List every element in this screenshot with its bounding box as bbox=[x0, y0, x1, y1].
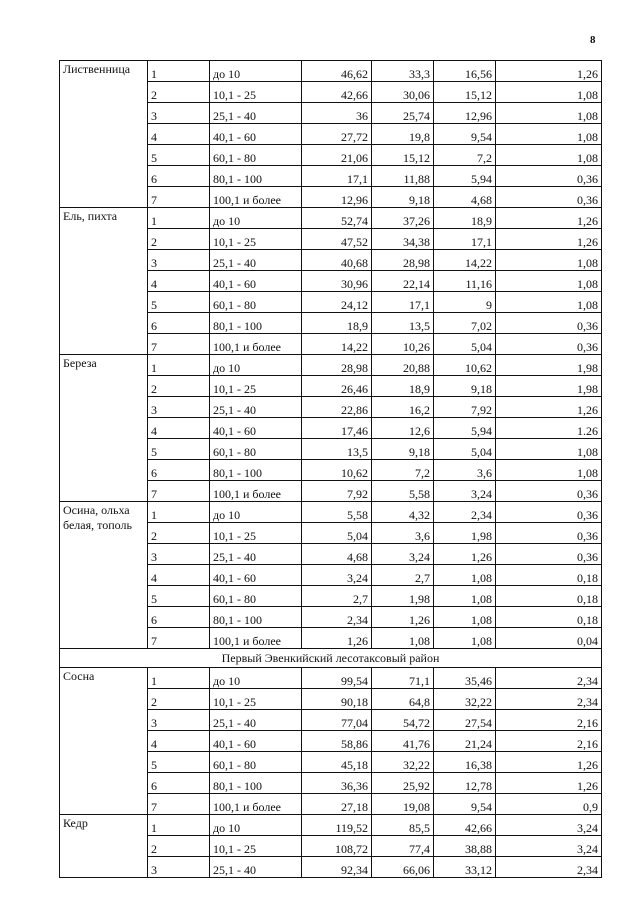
value-3-cell: 10,62 bbox=[434, 355, 496, 376]
class-cell: 2 bbox=[148, 836, 210, 857]
class-cell: 1 bbox=[148, 668, 210, 689]
page-number: 8 bbox=[590, 34, 596, 46]
value-4-cell: 2,34 bbox=[496, 668, 602, 689]
value-3-cell: 3,24 bbox=[434, 481, 496, 502]
class-cell: 5 bbox=[148, 752, 210, 773]
value-4-cell: 2,16 bbox=[496, 731, 602, 752]
value-3-cell: 5,94 bbox=[434, 418, 496, 439]
value-4-cell: 1,26 bbox=[496, 752, 602, 773]
value-1-cell: 5,04 bbox=[302, 523, 372, 544]
value-1-cell: 119,52 bbox=[302, 815, 372, 836]
value-4-cell: 0,18 bbox=[496, 565, 602, 586]
value-4-cell: 0,18 bbox=[496, 586, 602, 607]
value-4-cell: 1,08 bbox=[496, 82, 602, 103]
class-cell: 5 bbox=[148, 292, 210, 313]
range-cell: до 10 bbox=[210, 502, 302, 523]
value-2-cell: 64,8 bbox=[372, 689, 434, 710]
table-row bbox=[60, 502, 602, 523]
table-row bbox=[60, 815, 602, 836]
range-cell: до 10 bbox=[210, 61, 302, 82]
class-cell: 7 bbox=[148, 481, 210, 502]
value-4-cell: 1,08 bbox=[496, 292, 602, 313]
range-cell: 60,1 - 80 bbox=[210, 145, 302, 166]
value-2-cell: 5,58 bbox=[372, 481, 434, 502]
value-3-cell: 9,54 bbox=[434, 124, 496, 145]
value-2-cell: 34,38 bbox=[372, 229, 434, 250]
class-cell: 2 bbox=[148, 376, 210, 397]
value-1-cell: 17,46 bbox=[302, 418, 372, 439]
value-4-cell: 2,34 bbox=[496, 689, 602, 710]
region-row bbox=[60, 649, 602, 668]
value-1-cell: 1,26 bbox=[302, 628, 372, 649]
value-3-cell: 14,22 bbox=[434, 250, 496, 271]
class-cell: 2 bbox=[148, 82, 210, 103]
value-4-cell: 3,24 bbox=[496, 815, 602, 836]
value-2-cell: 12,6 bbox=[372, 418, 434, 439]
value-4-cell: 1,08 bbox=[496, 250, 602, 271]
value-1-cell: 3,24 bbox=[302, 565, 372, 586]
value-3-cell: 21,24 bbox=[434, 731, 496, 752]
value-3-cell: 11,16 bbox=[434, 271, 496, 292]
value-3-cell: 5,04 bbox=[434, 334, 496, 355]
value-2-cell: 85,5 bbox=[372, 815, 434, 836]
value-3-cell: 5,94 bbox=[434, 166, 496, 187]
class-cell: 6 bbox=[148, 460, 210, 481]
value-4-cell: 1,26 bbox=[496, 397, 602, 418]
value-3-cell: 1,08 bbox=[434, 586, 496, 607]
value-3-cell: 15,12 bbox=[434, 82, 496, 103]
value-1-cell: 58,86 bbox=[302, 731, 372, 752]
class-cell: 5 bbox=[148, 586, 210, 607]
value-4-cell: 0,36 bbox=[496, 502, 602, 523]
class-cell: 3 bbox=[148, 857, 210, 878]
value-1-cell: 108,72 bbox=[302, 836, 372, 857]
value-2-cell: 77,4 bbox=[372, 836, 434, 857]
value-1-cell: 26,46 bbox=[302, 376, 372, 397]
value-1-cell: 7,92 bbox=[302, 481, 372, 502]
value-1-cell: 36,36 bbox=[302, 773, 372, 794]
value-2-cell: 20,88 bbox=[372, 355, 434, 376]
class-cell: 3 bbox=[148, 397, 210, 418]
range-cell: до 10 bbox=[210, 668, 302, 689]
value-3-cell: 1,08 bbox=[434, 628, 496, 649]
value-4-cell: 0,9 bbox=[496, 794, 602, 815]
value-1-cell: 24,12 bbox=[302, 292, 372, 313]
value-1-cell: 90,18 bbox=[302, 689, 372, 710]
region-title: Первый Эвенкийский лесотаксовый район bbox=[60, 649, 602, 668]
range-cell: 100,1 и более bbox=[210, 628, 302, 649]
range-cell: до 10 bbox=[210, 815, 302, 836]
range-cell: 25,1 - 40 bbox=[210, 250, 302, 271]
range-cell: 60,1 - 80 bbox=[210, 292, 302, 313]
table-row bbox=[60, 668, 602, 689]
range-cell: 40,1 - 60 bbox=[210, 124, 302, 145]
value-4-cell: 1,08 bbox=[496, 271, 602, 292]
range-cell: 40,1 - 60 bbox=[210, 418, 302, 439]
value-2-cell: 11,88 bbox=[372, 166, 434, 187]
table-row bbox=[60, 208, 602, 229]
value-3-cell: 9,54 bbox=[434, 794, 496, 815]
value-4-cell: 2,34 bbox=[496, 857, 602, 878]
value-4-cell: 1,26 bbox=[496, 773, 602, 794]
range-cell: 10,1 - 25 bbox=[210, 376, 302, 397]
value-3-cell: 2,34 bbox=[434, 502, 496, 523]
value-3-cell: 1,08 bbox=[434, 565, 496, 586]
value-1-cell: 52,74 bbox=[302, 208, 372, 229]
value-4-cell: 0,18 bbox=[496, 607, 602, 628]
value-2-cell: 9,18 bbox=[372, 187, 434, 208]
value-1-cell: 12,96 bbox=[302, 187, 372, 208]
value-2-cell: 25,92 bbox=[372, 773, 434, 794]
value-3-cell: 9,18 bbox=[434, 376, 496, 397]
species-cell: Кедр bbox=[60, 815, 148, 878]
range-cell: 80,1 - 100 bbox=[210, 607, 302, 628]
value-1-cell: 17,1 bbox=[302, 166, 372, 187]
class-cell: 7 bbox=[148, 628, 210, 649]
class-cell: 1 bbox=[148, 355, 210, 376]
value-3-cell: 4,68 bbox=[434, 187, 496, 208]
range-cell: до 10 bbox=[210, 355, 302, 376]
class-cell: 4 bbox=[148, 124, 210, 145]
table-row bbox=[60, 355, 602, 376]
value-2-cell: 15,12 bbox=[372, 145, 434, 166]
value-2-cell: 41,76 bbox=[372, 731, 434, 752]
value-2-cell: 7,2 bbox=[372, 460, 434, 481]
class-cell: 1 bbox=[148, 502, 210, 523]
value-2-cell: 54,72 bbox=[372, 710, 434, 731]
value-4-cell: 1,08 bbox=[496, 145, 602, 166]
value-4-cell: 1,08 bbox=[496, 439, 602, 460]
range-cell: 100,1 и более bbox=[210, 794, 302, 815]
value-1-cell: 27,18 bbox=[302, 794, 372, 815]
value-2-cell: 66,06 bbox=[372, 857, 434, 878]
range-cell: 40,1 - 60 bbox=[210, 271, 302, 292]
value-4-cell: 1,08 bbox=[496, 460, 602, 481]
value-1-cell: 4,68 bbox=[302, 544, 372, 565]
range-cell: 10,1 - 25 bbox=[210, 82, 302, 103]
value-1-cell: 10,62 bbox=[302, 460, 372, 481]
range-cell: 25,1 - 40 bbox=[210, 397, 302, 418]
value-4-cell: 1.26 bbox=[496, 418, 602, 439]
class-cell: 6 bbox=[148, 607, 210, 628]
species-cell: Береза bbox=[60, 355, 148, 502]
value-2-cell: 3,24 bbox=[372, 544, 434, 565]
value-3-cell: 1,08 bbox=[434, 607, 496, 628]
value-3-cell: 1,26 bbox=[434, 544, 496, 565]
value-2-cell: 32,22 bbox=[372, 752, 434, 773]
class-cell: 2 bbox=[148, 523, 210, 544]
range-cell: 40,1 - 60 bbox=[210, 565, 302, 586]
lumber-rates-table bbox=[59, 60, 602, 878]
range-cell: 100,1 и более bbox=[210, 334, 302, 355]
value-3-cell: 33,12 bbox=[434, 857, 496, 878]
value-3-cell: 16,56 bbox=[434, 61, 496, 82]
range-cell: 10,1 - 25 bbox=[210, 689, 302, 710]
range-cell: 25,1 - 40 bbox=[210, 103, 302, 124]
range-cell: 25,1 - 40 bbox=[210, 544, 302, 565]
value-2-cell: 13,5 bbox=[372, 313, 434, 334]
class-cell: 4 bbox=[148, 418, 210, 439]
class-cell: 4 bbox=[148, 731, 210, 752]
value-1-cell: 5,58 bbox=[302, 502, 372, 523]
class-cell: 2 bbox=[148, 229, 210, 250]
range-cell: до 10 bbox=[210, 208, 302, 229]
value-3-cell: 7,92 bbox=[434, 397, 496, 418]
value-1-cell: 2,34 bbox=[302, 607, 372, 628]
value-4-cell: 0,36 bbox=[496, 334, 602, 355]
value-1-cell: 47,52 bbox=[302, 229, 372, 250]
class-cell: 6 bbox=[148, 773, 210, 794]
value-1-cell: 21,06 bbox=[302, 145, 372, 166]
species-cell: Ель, пихта bbox=[60, 208, 148, 355]
value-2-cell: 1,26 bbox=[372, 607, 434, 628]
value-2-cell: 9,18 bbox=[372, 439, 434, 460]
range-cell: 10,1 - 25 bbox=[210, 523, 302, 544]
value-2-cell: 28,98 bbox=[372, 250, 434, 271]
class-cell: 5 bbox=[148, 145, 210, 166]
value-3-cell: 42,66 bbox=[434, 815, 496, 836]
value-2-cell: 2,7 bbox=[372, 565, 434, 586]
value-4-cell: 0,04 bbox=[496, 628, 602, 649]
value-3-cell: 3,6 bbox=[434, 460, 496, 481]
value-2-cell: 1,98 bbox=[372, 586, 434, 607]
value-4-cell: 1,98 bbox=[496, 355, 602, 376]
value-1-cell: 14,22 bbox=[302, 334, 372, 355]
class-cell: 6 bbox=[148, 313, 210, 334]
value-2-cell: 25,74 bbox=[372, 103, 434, 124]
value-1-cell: 2,7 bbox=[302, 586, 372, 607]
value-3-cell: 18,9 bbox=[434, 208, 496, 229]
value-2-cell: 71,1 bbox=[372, 668, 434, 689]
value-3-cell: 38,88 bbox=[434, 836, 496, 857]
class-cell: 4 bbox=[148, 565, 210, 586]
range-cell: 100,1 и более bbox=[210, 481, 302, 502]
value-2-cell: 3,6 bbox=[372, 523, 434, 544]
species-cell: Лиственница bbox=[60, 61, 148, 208]
value-3-cell: 1,98 bbox=[434, 523, 496, 544]
value-4-cell: 1,26 bbox=[496, 61, 602, 82]
range-cell: 100,1 и более bbox=[210, 187, 302, 208]
value-1-cell: 77,04 bbox=[302, 710, 372, 731]
species-cell: Сосна bbox=[60, 668, 148, 815]
class-cell: 7 bbox=[148, 794, 210, 815]
value-2-cell: 19,8 bbox=[372, 124, 434, 145]
value-4-cell: 0,36 bbox=[496, 313, 602, 334]
value-4-cell: 0,36 bbox=[496, 544, 602, 565]
value-4-cell: 0,36 bbox=[496, 166, 602, 187]
value-4-cell: 0,36 bbox=[496, 187, 602, 208]
value-4-cell: 1,08 bbox=[496, 124, 602, 145]
class-cell: 2 bbox=[148, 689, 210, 710]
value-4-cell: 1,08 bbox=[496, 103, 602, 124]
value-1-cell: 40,68 bbox=[302, 250, 372, 271]
value-1-cell: 18,9 bbox=[302, 313, 372, 334]
value-3-cell: 27,54 bbox=[434, 710, 496, 731]
value-2-cell: 17,1 bbox=[372, 292, 434, 313]
class-cell: 3 bbox=[148, 710, 210, 731]
value-1-cell: 28,98 bbox=[302, 355, 372, 376]
range-cell: 60,1 - 80 bbox=[210, 586, 302, 607]
value-2-cell: 33,3 bbox=[372, 61, 434, 82]
species-cell: Осина, ольха белая, тополь bbox=[60, 502, 148, 649]
value-1-cell: 13,5 bbox=[302, 439, 372, 460]
value-2-cell: 10,26 bbox=[372, 334, 434, 355]
value-4-cell: 1,26 bbox=[496, 208, 602, 229]
value-2-cell: 19,08 bbox=[372, 794, 434, 815]
value-1-cell: 45,18 bbox=[302, 752, 372, 773]
value-1-cell: 36 bbox=[302, 103, 372, 124]
class-cell: 4 bbox=[148, 271, 210, 292]
value-4-cell: 1,26 bbox=[496, 229, 602, 250]
value-2-cell: 37,26 bbox=[372, 208, 434, 229]
value-3-cell: 12,78 bbox=[434, 773, 496, 794]
range-cell: 25,1 - 40 bbox=[210, 710, 302, 731]
range-cell: 80,1 - 100 bbox=[210, 460, 302, 481]
range-cell: 40,1 - 60 bbox=[210, 731, 302, 752]
range-cell: 80,1 - 100 bbox=[210, 166, 302, 187]
range-cell: 80,1 - 100 bbox=[210, 773, 302, 794]
class-cell: 1 bbox=[148, 61, 210, 82]
range-cell: 60,1 - 80 bbox=[210, 439, 302, 460]
value-2-cell: 30,06 bbox=[372, 82, 434, 103]
value-1-cell: 99,54 bbox=[302, 668, 372, 689]
value-1-cell: 22,86 bbox=[302, 397, 372, 418]
value-1-cell: 92,34 bbox=[302, 857, 372, 878]
class-cell: 1 bbox=[148, 208, 210, 229]
table-row bbox=[60, 61, 602, 82]
value-1-cell: 30,96 bbox=[302, 271, 372, 292]
range-cell: 60,1 - 80 bbox=[210, 752, 302, 773]
value-4-cell: 0,36 bbox=[496, 481, 602, 502]
range-cell: 80,1 - 100 bbox=[210, 313, 302, 334]
class-cell: 7 bbox=[148, 187, 210, 208]
value-3-cell: 12,96 bbox=[434, 103, 496, 124]
value-1-cell: 46,62 bbox=[302, 61, 372, 82]
value-3-cell: 17,1 bbox=[434, 229, 496, 250]
range-cell: 10,1 - 25 bbox=[210, 229, 302, 250]
value-2-cell: 22,14 bbox=[372, 271, 434, 292]
value-2-cell: 16,2 bbox=[372, 397, 434, 418]
range-cell: 25,1 - 40 bbox=[210, 857, 302, 878]
class-cell: 3 bbox=[148, 544, 210, 565]
value-2-cell: 1,08 bbox=[372, 628, 434, 649]
value-3-cell: 32,22 bbox=[434, 689, 496, 710]
value-3-cell: 35,46 bbox=[434, 668, 496, 689]
value-3-cell: 5,04 bbox=[434, 439, 496, 460]
value-2-cell: 18,9 bbox=[372, 376, 434, 397]
class-cell: 3 bbox=[148, 103, 210, 124]
value-1-cell: 42,66 bbox=[302, 82, 372, 103]
value-4-cell: 3,24 bbox=[496, 836, 602, 857]
value-3-cell: 9 bbox=[434, 292, 496, 313]
class-cell: 1 bbox=[148, 815, 210, 836]
class-cell: 6 bbox=[148, 166, 210, 187]
value-1-cell: 27,72 bbox=[302, 124, 372, 145]
table-body bbox=[60, 61, 602, 878]
value-2-cell: 4,32 bbox=[372, 502, 434, 523]
value-4-cell: 1,98 bbox=[496, 376, 602, 397]
value-4-cell: 0,36 bbox=[496, 523, 602, 544]
value-3-cell: 7,2 bbox=[434, 145, 496, 166]
value-3-cell: 7,02 bbox=[434, 313, 496, 334]
value-3-cell: 16,38 bbox=[434, 752, 496, 773]
range-cell: 10,1 - 25 bbox=[210, 836, 302, 857]
class-cell: 3 bbox=[148, 250, 210, 271]
class-cell: 5 bbox=[148, 439, 210, 460]
class-cell: 7 bbox=[148, 334, 210, 355]
value-4-cell: 2,16 bbox=[496, 710, 602, 731]
